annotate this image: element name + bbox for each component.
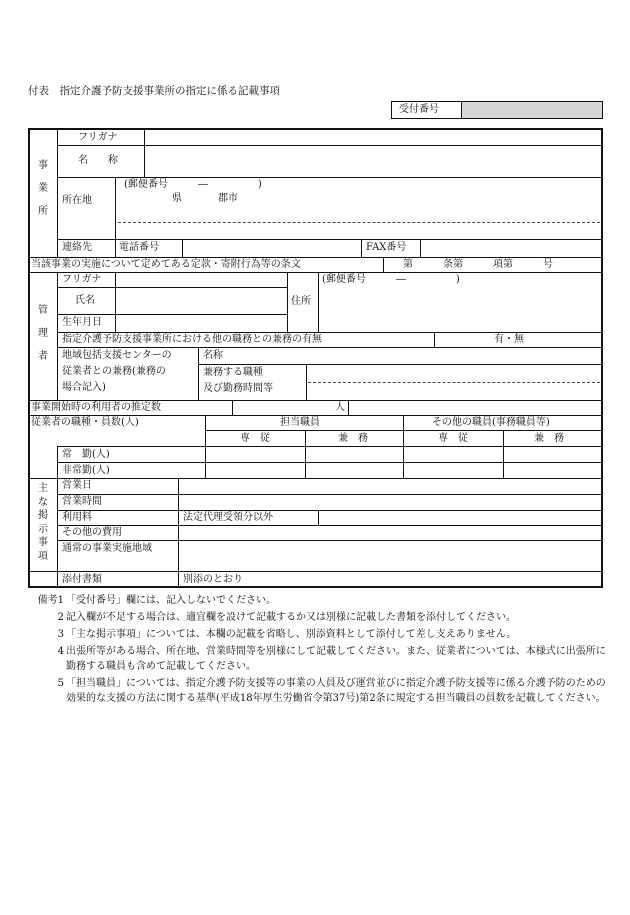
main-fee-value: 法定代理受領分以外	[183, 512, 273, 523]
manager-furigana-field[interactable]	[117, 273, 285, 286]
manager-center-divider-1	[198, 347, 199, 400]
receipt-box-bottom	[391, 118, 603, 119]
note-item: 3 「主な掲示事項」については、本欄の記載を省略し、別添資料として添付して差し支えありません。	[57, 629, 517, 640]
articles-clause: 第 条第 項第 号	[403, 259, 553, 270]
office-postal: (郵便番号 ― )	[124, 179, 262, 190]
office-location-label: 所在地	[62, 195, 92, 206]
manager-side-label: 管 理 者	[38, 305, 48, 362]
manager-center-job-field[interactable]	[308, 365, 600, 399]
note-item: 5 「担当職員」については、指定介護予防支援等の事業の人員及び運営並びに指定介護予防支援等に係る介護予防のための効果的な支援の方法に関する基準(平成18年厚生労働省令第37号)第2条に規定する担当職員の員数を記載してください。	[57, 678, 606, 704]
frame-bottom	[28, 586, 603, 588]
frame-right	[601, 128, 603, 588]
manager-birth-label: 生年月日	[62, 317, 102, 328]
users-line-bottom	[28, 415, 602, 416]
staff-header-line	[205, 430, 602, 431]
users-count-field[interactable]	[234, 401, 334, 414]
staff-part-tanto-fulltime[interactable]	[207, 463, 303, 477]
users-divider-right	[348, 400, 349, 415]
staff-label: 従業者の職種・員数(人)	[31, 417, 139, 428]
receipt-number-field[interactable]	[462, 102, 602, 118]
office-row-line-1	[57, 145, 602, 146]
office-name-field[interactable]	[146, 147, 600, 176]
office-label-divider	[144, 130, 145, 177]
main-area-field[interactable]	[180, 541, 600, 570]
main-other-cost-field[interactable]	[180, 526, 600, 539]
manager-other-duty-label: 指定介護予防支援事業所における他の職務との兼務の有無	[62, 334, 322, 345]
users-unit: 人	[335, 402, 345, 413]
main-days-label: 営業日	[62, 480, 92, 491]
receipt-box-right	[602, 101, 603, 119]
manager-side-divider	[57, 272, 58, 400]
note-item: 備考1 「受付番号」欄には、記入しないでください。	[37, 595, 276, 606]
frame-top	[28, 128, 603, 130]
staff-regular-tanto-concurrent[interactable]	[307, 447, 401, 461]
staff-regular-other-concurrent[interactable]	[505, 447, 600, 461]
articles-divider	[383, 257, 384, 272]
manager-birth-field[interactable]	[117, 315, 285, 331]
users-divider-left	[232, 400, 233, 415]
office-phone-field[interactable]	[184, 240, 359, 256]
manager-yes-no[interactable]: 有・無	[494, 334, 524, 345]
office-fax-divider-right	[420, 239, 421, 257]
manager-other-duty-divider	[434, 332, 435, 347]
manager-center-label-3: 場合記入)	[62, 382, 106, 393]
staff-row-part: 非常勤(人)	[62, 465, 110, 476]
office-phone-label: 電話番号	[119, 242, 159, 253]
office-fax-field[interactable]	[422, 240, 600, 256]
manager-address-divider-left	[287, 272, 288, 332]
staff-col-other: その他の職員(事務職員等)	[432, 417, 550, 428]
manager-center-name-label: 名称	[203, 350, 223, 361]
office-location-divider	[115, 177, 116, 239]
office-furigana-label: フリガナ	[78, 132, 118, 143]
manager-center-label-2: 従業者との兼務(兼務の	[62, 366, 166, 377]
manager-center-divider-2	[306, 364, 307, 400]
staff-part-tanto-concurrent[interactable]	[307, 463, 401, 477]
manager-center-job-label-1: 兼務する職種	[203, 367, 263, 378]
form-title: 付表 指定介護予防支援事業所の指定に係る記載事項	[28, 85, 280, 97]
manager-postal: (郵便番号 ― )	[322, 274, 460, 285]
articles-label: 当該事業の実施について定めてある定款・寄附行為等の条文	[31, 259, 301, 270]
main-fee-label: 利用料	[62, 512, 92, 523]
manager-row-line-1	[57, 287, 287, 288]
staff-concurrent-1: 兼 務	[338, 433, 368, 444]
staff-regular-other-fulltime[interactable]	[405, 447, 501, 461]
main-fee-field[interactable]	[320, 511, 600, 524]
attachments-line-top	[28, 571, 602, 572]
users-label: 事業開始時の利用者の推定数	[31, 402, 161, 413]
attachments-value: 別添のとおり	[183, 574, 243, 585]
office-fax-divider-left	[361, 239, 362, 257]
main-hours-field[interactable]	[180, 495, 600, 509]
attachments-label: 添付書類	[62, 574, 102, 585]
receipt-box-left	[391, 101, 392, 119]
office-fax-label: FAX番号	[366, 242, 407, 253]
manager-row-line-3	[57, 332, 602, 333]
manager-center-job-label-2: 及び勤務時間等	[203, 383, 273, 394]
staff-col-tanto: 担当職員	[280, 417, 320, 428]
manager-center-label-1: 地域包括支援センターの	[62, 350, 172, 361]
note-item: 2 記入欄が不足する場合は、適宜欄を設けて記載するか又は別様に記載した書類を添付してください。	[57, 612, 516, 623]
manager-name-field[interactable]	[117, 289, 285, 313]
manager-furigana-label: フリガナ	[62, 274, 102, 285]
staff-part-other-fulltime[interactable]	[405, 463, 501, 477]
main-items-side-label: 主 な 掲 示 事 項	[38, 483, 48, 562]
office-address-field[interactable]	[118, 205, 600, 237]
main-area-label: 通常の事業実施地域	[62, 543, 152, 554]
office-city: 郡市	[218, 193, 238, 204]
main-days-field[interactable]	[180, 479, 600, 493]
office-prefecture: 県	[172, 193, 182, 204]
staff-part-other-concurrent[interactable]	[505, 463, 600, 477]
staff-full-time-1: 専 従	[240, 433, 270, 444]
manager-name-label: 氏名	[75, 295, 95, 306]
receipt-number-label: 受付番号	[399, 104, 439, 115]
frame-left	[28, 128, 30, 588]
note-item: 4 出張所等がある場合、所在地、営業時間等を別様にして記載してください。また、従業者については、本様式に出張所に勤務する職員も含めて記載してください。	[57, 646, 606, 672]
staff-col-4	[503, 430, 504, 478]
office-name-label: 名 称	[78, 155, 118, 166]
manager-address-field[interactable]	[320, 287, 600, 331]
office-furigana-field[interactable]	[146, 131, 600, 144]
office-phone-divider	[182, 239, 183, 257]
office-side-label: 事 業 所	[38, 160, 48, 217]
articles-line-top	[28, 257, 602, 258]
notes-section	[28, 593, 608, 708]
main-fee-divider	[318, 510, 319, 525]
staff-row-regular: 常 勤(人)	[62, 449, 110, 460]
staff-concurrent-2: 兼 務	[534, 433, 564, 444]
manager-center-name-field[interactable]	[235, 348, 600, 363]
manager-address-divider-right	[318, 272, 319, 332]
staff-regular-tanto-fulltime[interactable]	[207, 447, 303, 461]
staff-col-2	[305, 430, 306, 478]
staff-full-time-2: 専 従	[438, 433, 468, 444]
office-side-divider	[57, 130, 58, 257]
manager-address-label: 住所	[291, 296, 311, 307]
office-contact-label: 連絡先	[62, 242, 92, 253]
main-other-cost-label: その他の費用	[62, 527, 122, 538]
main-hours-label: 営業時間	[62, 496, 102, 507]
office-row-line-2	[57, 177, 602, 178]
manager-label-divider	[115, 272, 116, 332]
office-contact-divider	[115, 239, 116, 257]
